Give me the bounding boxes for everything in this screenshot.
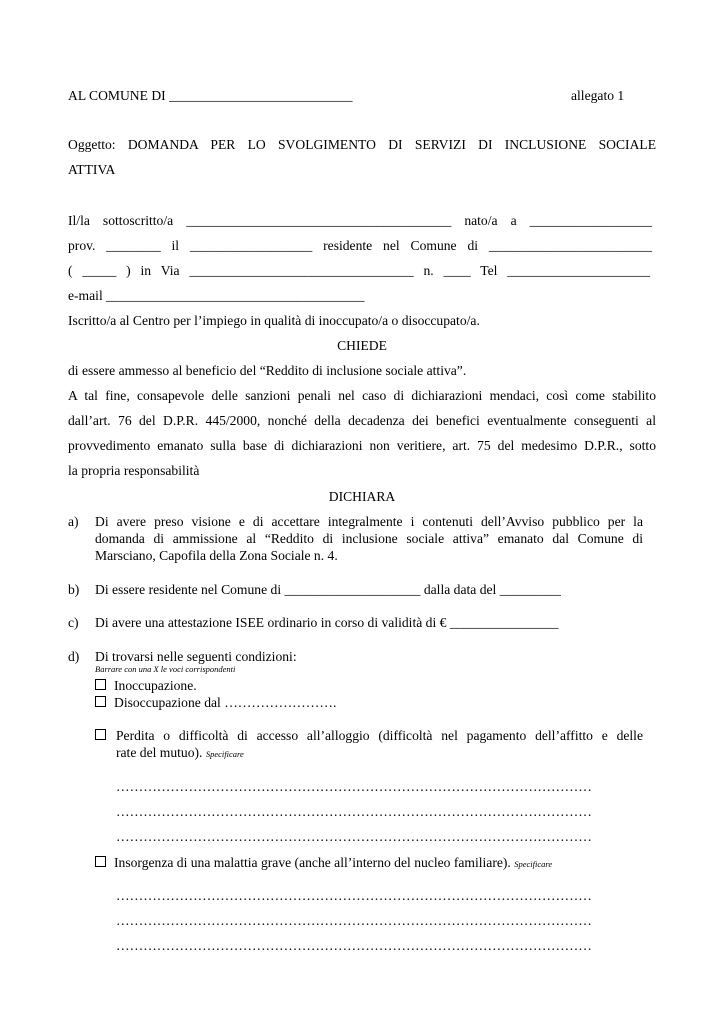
attachment-label: allegato 1 [571,88,625,103]
dotted-fill-line[interactable]: …………………………………………………………………………………………… [116,779,592,794]
item-a-label: a) [68,514,79,529]
subject-line-2: ATTIVA [68,162,116,177]
option-alloggio-line-2-text: rate del mutuo). [116,745,203,760]
option-malattia[interactable] [95,855,552,872]
option-inoccupazione-label: Inoccupazione. [114,678,197,693]
applicant-address-line: ( _____ ) in Via _________________________________ n. ____ Tel _____________________ [68,263,650,278]
request-benefit-line: di essere ammesso al beneficio del “Reddito di inclusione sociale attiva”. [68,363,467,378]
dotted-fill-line[interactable]: …………………………………………………………………………………………… [116,804,592,819]
specificare-note: Specificare [514,859,553,869]
checkbox[interactable] [95,729,106,740]
option-alloggio-line-2 [116,745,244,762]
declaration-heading: DICHIARA [328,489,396,504]
item-b-text: Di essere residente nel Comune di ____________________ dalla data del _________ [95,582,561,597]
request-para-line-2: dall’art. 76 del D.P.R. 445/2000, nonché della decadenza dei benefici eventualmente conseguenti al [68,413,656,428]
applicant-email-line: e-mail ______________________________________ [68,288,365,303]
item-a-line-1: Di avere preso visione e di accettare integralmente i contenuti dell’Avviso pubblico per la [95,514,643,529]
request-para-line-4: la propria responsabilità [68,463,200,478]
option-alloggio-checkbox-row[interactable] [95,728,114,744]
item-b-label: b) [68,582,80,597]
specificare-note: Specificare [205,749,244,759]
request-para-line-1: A tal fine, consapevole delle sanzioni penali nel caso di dichiarazioni mendaci, così come stabilito [68,388,656,403]
request-para-line-3: provvedimento emanato sulla base di dichiarazioni non veritiere, art. 75 del medesimo D.P.R., sotto [68,438,656,453]
option-disoccupazione[interactable] [95,695,336,711]
item-d-text: Di trovarsi nelle seguenti condizioni: [95,649,297,664]
dotted-fill-line[interactable]: …………………………………………………………………………………………… [116,829,592,844]
checkbox[interactable] [95,679,106,690]
item-c-label: c) [68,615,79,630]
item-a-line-2: domanda di ammissione al “Reddito di inclusione sociale attiva” emanato dal Comune di [95,531,643,546]
applicant-status-line: Iscritto/a al Centro per l’impiego in qualità di inoccupato/a o disoccupato/a. [68,313,480,328]
applicant-name-line: Il/la sottoscritto/a _______________________________________ nato/a a __________________ [68,213,652,228]
municipality-field: AL COMUNE DI ___________________________ [68,88,353,103]
request-heading: CHIEDE [337,338,387,353]
item-d-note: Barrare con una X le voci corrispondenti [95,664,236,674]
dotted-fill-line[interactable]: …………………………………………………………………………………………… [116,888,592,903]
applicant-residence-line: prov. ________ il __________________ residente nel Comune di ________________________ [68,238,652,253]
dotted-fill-line[interactable]: …………………………………………………………………………………………… [116,938,592,953]
item-a-line-3: Marsciano, Capofila della Zona Sociale n. 4. [95,548,338,563]
option-alloggio-line-1: Perdita o difficoltà di accesso all’alloggio (difficoltà nel pagamento dell’affitto e delle [116,728,643,743]
item-c-text: Di avere una attestazione ISEE ordinario in corso di validità di € ________________ [95,615,559,630]
option-malattia-label: Insorgenza di una malattia grave (anche all’interno del nucleo familiare). [114,855,511,870]
option-disoccupazione-label: Disoccupazione dal ……………………. [114,695,337,710]
subject-line-1: Oggetto: DOMANDA PER LO SVOLGIMENTO DI SERVIZI DI INCLUSIONE SOCIALE [68,137,656,152]
item-d-label: d) [68,649,80,664]
checkbox[interactable] [95,696,106,707]
option-inoccupazione[interactable] [95,678,197,694]
checkbox[interactable] [95,856,106,867]
dotted-fill-line[interactable]: …………………………………………………………………………………………… [116,913,592,928]
